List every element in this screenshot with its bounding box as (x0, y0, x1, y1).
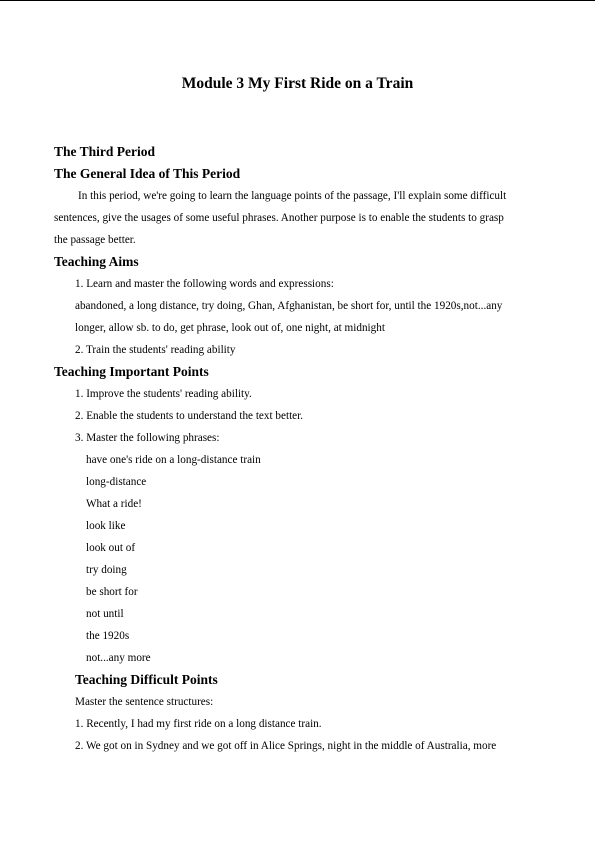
page-title: Module 3 My First Ride on a Train (181, 75, 414, 92)
important-line-2: 2. Enable the students to understand the text better. (75, 410, 304, 422)
section-heading-general-idea: The General Idea of This Period (54, 166, 241, 181)
phrase-item: have one's ride on a long-distance train (86, 454, 261, 466)
aims-line-1: 1. Learn and master the following words and expressions: (75, 278, 334, 290)
important-line-3: 3. Master the following phrases: (75, 432, 220, 444)
difficult-line-1: Master the sentence structures: (75, 696, 214, 708)
important-line-1: 1. Improve the students' reading ability. (75, 388, 252, 400)
phrase-item: look like (86, 520, 126, 532)
general-idea-line-3: the passage better. (54, 234, 136, 246)
phrase-item: long-distance (86, 476, 147, 488)
difficult-line-3: 2. We got on in Sydney and we got off in Alice Springs, night in the middle of Australia, more (75, 740, 497, 752)
section-heading-teaching-aims: Teaching Aims (54, 254, 139, 269)
section-heading-important-points: Teaching Important Points (54, 364, 209, 379)
general-idea-line-1: In this period, we're going to learn the language points of the passage, I'll explain some difficult (78, 190, 507, 202)
phrase-item: try doing (86, 564, 127, 576)
section-heading-third-period: The Third Period (54, 144, 156, 159)
phrase-item: not...any more (86, 652, 151, 664)
section-heading-difficult-points: Teaching Difficult Points (75, 672, 218, 687)
difficult-line-2: 1. Recently, I had my first ride on a long distance train. (75, 718, 322, 730)
phrase-item: be short for (86, 586, 138, 598)
aims-line-2: abandoned, a long distance, try doing, Ghan, Afghanistan, be short for, until the 1920s,not...any (75, 300, 503, 312)
aims-line-4: 2. Train the students' reading ability (75, 344, 236, 356)
top-border-line (0, 0, 595, 1)
phrase-item: What a ride! (86, 498, 142, 510)
general-idea-line-2: sentences, give the usages of some useful phrases. Another purpose is to enable the students to grasp (54, 212, 504, 224)
phrase-item: look out of (86, 542, 136, 554)
phrase-item: the 1920s (86, 630, 130, 642)
phrase-item: not until (86, 608, 124, 620)
aims-line-3: longer, allow sb. to do, get phrase, look out of, one night, at midnight (75, 322, 385, 334)
